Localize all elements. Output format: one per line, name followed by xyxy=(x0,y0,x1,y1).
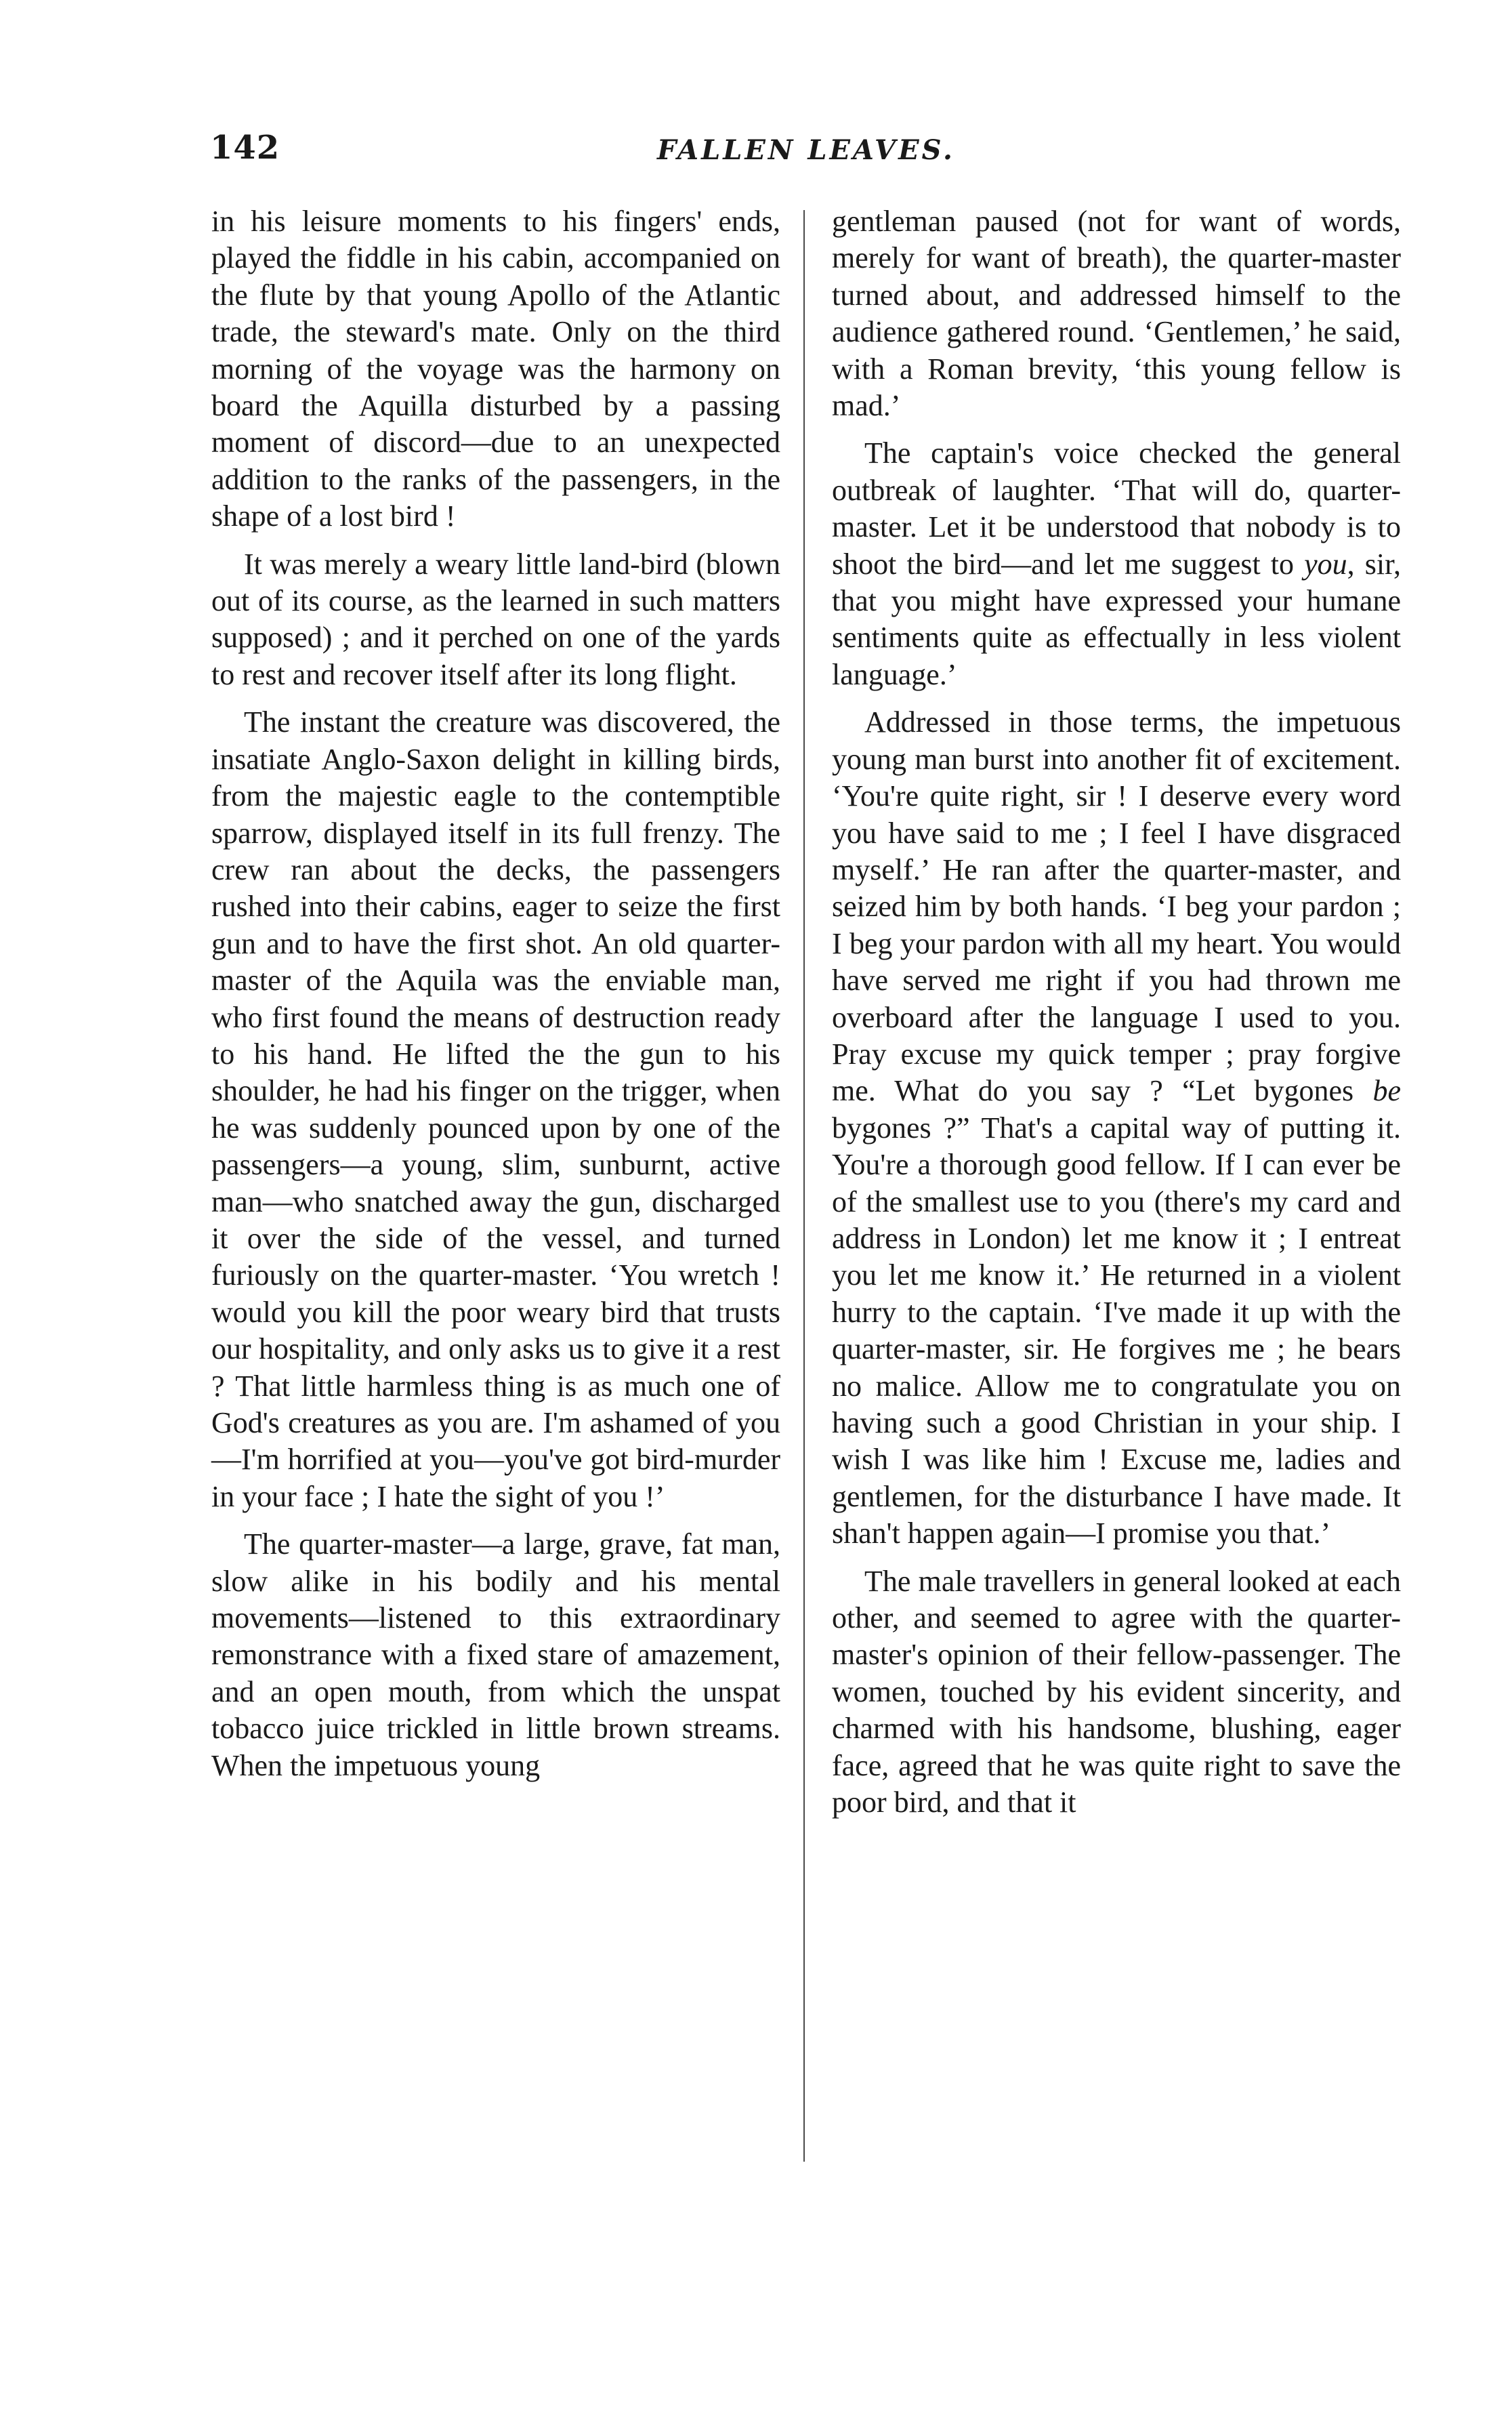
page-header xyxy=(210,129,1402,176)
paragraph: in his leisure moments to his fingers' ends, played the fiddle in his cabin, accompanied on the flute by that young Apollo of the Atlantic trade, the steward's mate. Only on the third morning of the voyage was the harmony on board the Aquilla disturbed by a passing moment of discord—due to an unexpected addition to the ranks of the passengers, in the shape of a lost bird ! xyxy=(211,205,780,533)
running-title: FALLEN LEAVES. xyxy=(657,134,955,166)
paragraph: The male travellers in general looked at each other, and seemed to agree with the quarter-master's opinion of their fellow-passenger. The women, touched by his evident sincerity, and charmed with his handsome, blushing, eager face, agreed that he was quite right to save the poor bird, and that it xyxy=(832,1564,1401,1819)
text-run: The captain's voice checked the general outbreak of laughter. ‘That will do, quarter-master. Let it be understood that nobody is to shoot the bird—and let me suggest to xyxy=(832,436,1401,581)
right-column xyxy=(832,203,1401,1821)
page-number: 142 xyxy=(210,129,280,167)
emphasis: you xyxy=(1304,547,1347,581)
paragraph: The instant the creature was discovered, the insatiate Anglo-Saxon delight in killing birds, from the majestic eagle to the contemptible sparrow, displayed itself in its full frenzy. The crew ran about the decks, the passengers rushed into their cabins, eager to seize the first gun and to have the first shot. An old quarter-master of the Aquila was the enviable man, who first found the means of destruction ready to his hand. He lifted the the gun to his shoulder, he had his finger on the trigger, when he was suddenly pounced upon by one of the passengers—a young, slim, sunburnt, active man—who snatched away the gun, discharged it over the side of the vessel, and turned furiously on the quarter-master. ‘You wretch ! would you kill the poor weary bird that trusts our hospitality, and only asks us to give it a rest ? That little harmless thing is as much one of God's creatures as you are. I'm ashamed of you—I'm horrified at you—you've got bird-murder in your face ; I hate the sight of you !’ xyxy=(211,705,780,1513)
column-divider xyxy=(803,210,805,2162)
emphasis: be xyxy=(1372,1074,1401,1108)
left-column xyxy=(211,203,780,1784)
paragraph xyxy=(832,435,1401,693)
text-run: , sir, that you might have expressed your humane sentiments quite as effectually in less violent language.’ xyxy=(832,547,1401,691)
text-run: Addressed in those terms, the impetuous young man burst into another fit of excitement. ‘You're quite right, sir ! I deserve every word you have said to me ; I feel I have disgraced myself.’ He ran after the quarter-master, and seized him by both hands. ‘I beg your pardon ; I beg your pardon with all my heart. You would have served me right if you had thrown me overboard after the language I used to you. Pray excuse my quick temper ; pray forgive me. What do you say ? “Let bygones xyxy=(832,705,1401,1108)
paragraph: The quarter-master—a large, grave, fat man, slow alike in his bodily and his mental movements—listened to this extraordinary remonstrance with a fixed stare of amazement, and an open mouth, from which the unspat tobacco juice trickled in little brown streams. When the impetuous young xyxy=(211,1527,780,1782)
paragraph: It was merely a weary little land-bird (blown out of its course, as the learned in such matters supposed) ; and it perched on one of the yards to rest and recover itself after its long flight. xyxy=(211,547,780,691)
paragraph xyxy=(832,704,1401,1552)
text-run: bygones ?” That's a capital way of putting it. You're a thorough good fellow. If I can ever be of the smallest use to you (there's my card and address in London) let me know it ; I entreat you let me know it.’ He returned in a violent hurry to the captain. ‘I've made it up with the quarter-master, sir. He forgives me ; he bears no malice. Allow me to congratulate you on having such a good Christian in your ship. I wish I was like him ! Excuse me, ladies and gentlemen, for the disturbance I have made. It shan't happen again—I promise you that.’ xyxy=(832,1111,1401,1550)
paragraph: gentleman paused (not for want of words, merely for want of breath), the quarter-master turned about, and addressed himself to the audience gathered round. ‘Gentlemen,’ he said, with a Roman brevity, ‘this young fellow is mad.’ xyxy=(832,205,1401,423)
